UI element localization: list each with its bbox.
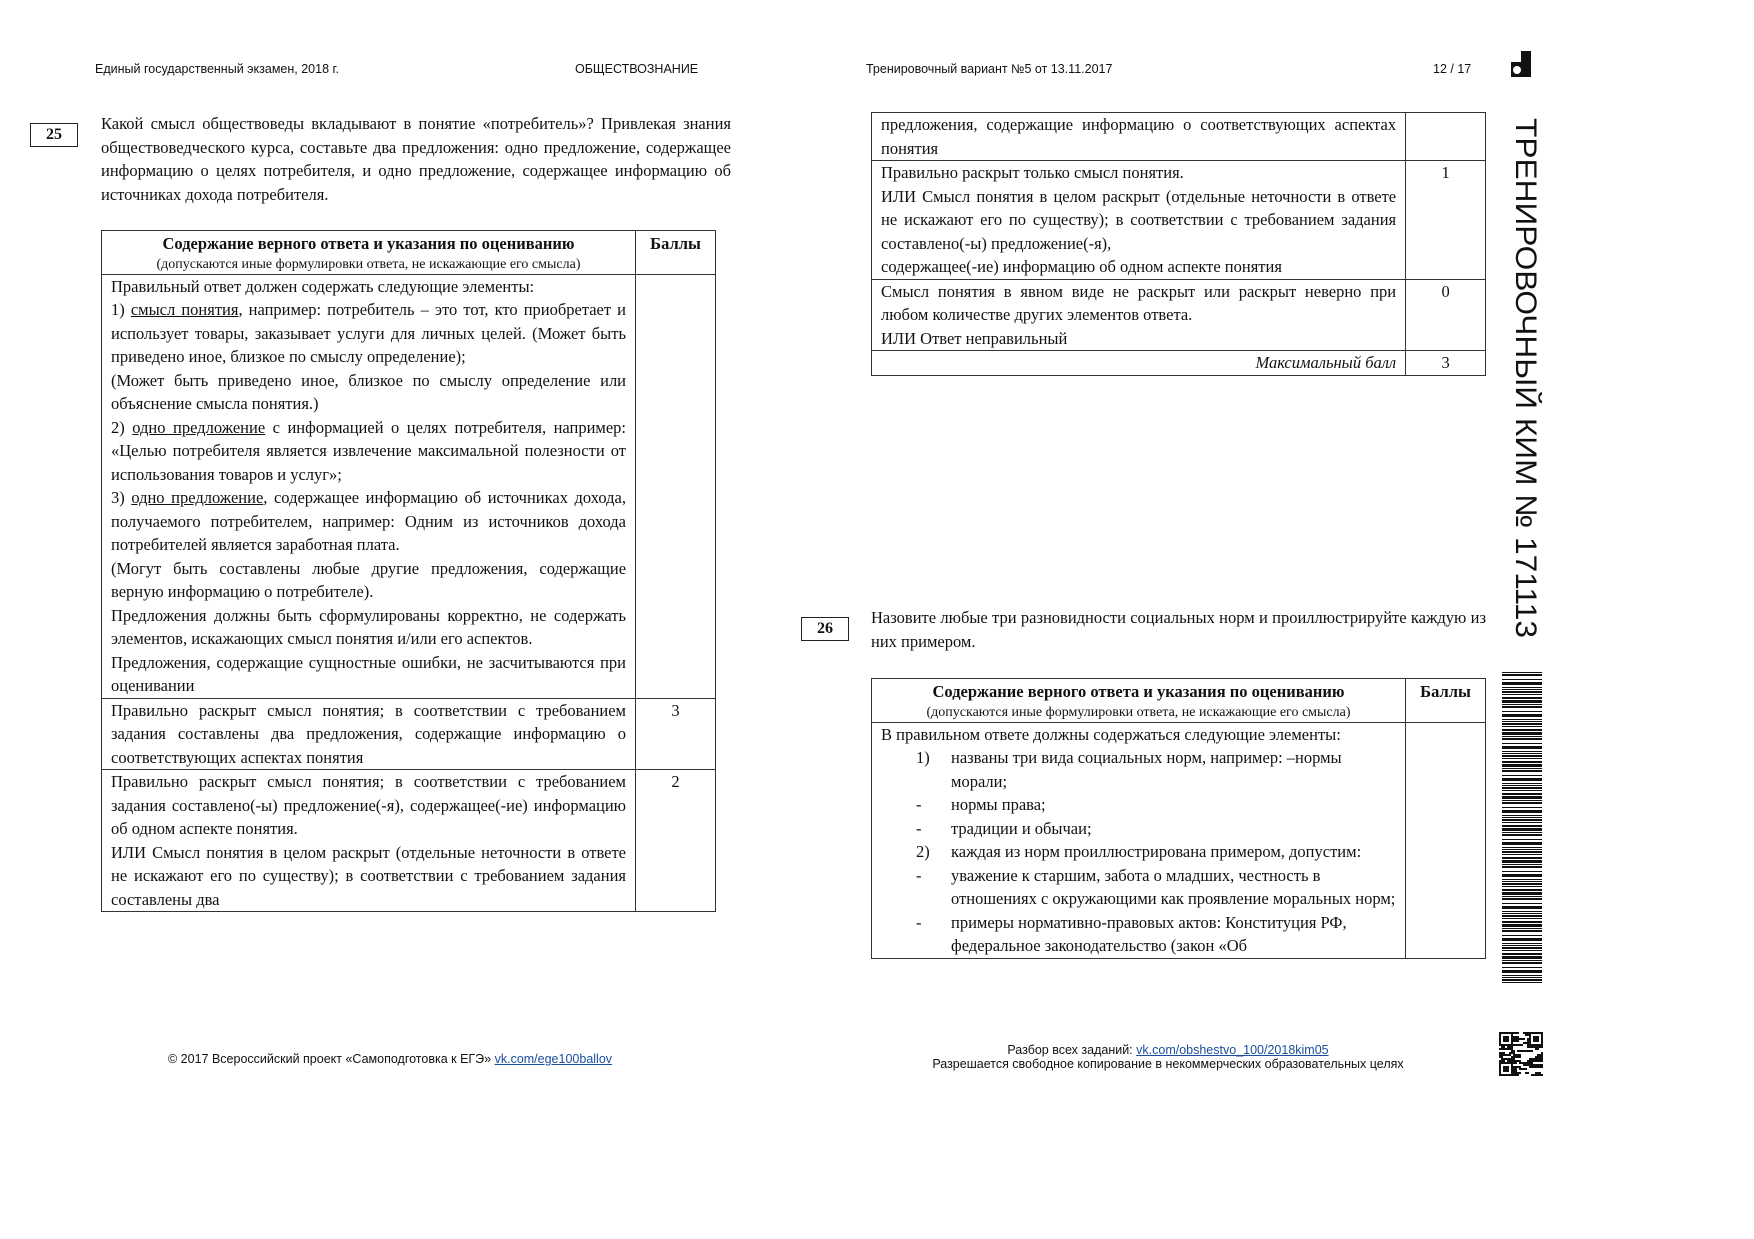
- footer-license: Разрешается свободное копирование в некоммерческих образовательных целях: [932, 1057, 1404, 1071]
- footer-right: [0, 1043, 1568, 1071]
- element-3-num: 3): [111, 488, 132, 507]
- criterion-1-b: ИЛИ Смысл понятия в целом раскрыт (отдельные неточности в ответе не искажают его по существу); в соответствии с требованием задания составлено(-ы) предложение(-я),: [881, 186, 1397, 253]
- element-3-text: , содержащее информацию об источниках дохода, получаемого потребителем, например: Одним из источников дохода потребителей является заработная плата.: [111, 488, 627, 554]
- header-sub: (допускаются иные формулировки ответа, не искажающие его смысла): [926, 704, 1351, 720]
- criterion-2-continued: предложения, содержащие информацию о соответствующих аспектах понятия: [872, 113, 1406, 161]
- content-intro: Правильный ответ должен содержать следующие элементы:: [111, 276, 535, 296]
- list-item: [916, 817, 1396, 841]
- list-item: [916, 793, 1396, 817]
- footer-analysis-prefix: Разбор всех заданий:: [1007, 1043, 1137, 1057]
- footer-right-link[interactable]: vk.com/obshestvo_100/2018kim05: [1136, 1043, 1329, 1057]
- header-main: Содержание верного ответа и указания по оцениванию: [932, 682, 1345, 701]
- criterion-1-a: Правильно раскрыт только смысл понятия.: [881, 163, 1184, 182]
- list-item: [916, 746, 1396, 793]
- note-2: Предложения должны быть сформулированы корректно, не содержать элементов, искажающих смысл понятия и/или его аспектов.: [111, 605, 627, 648]
- task-26-question: Назовите любые три разновидности социальных норм и проиллюстрируйте каждую из них примером.: [871, 608, 1486, 651]
- header-points: Баллы: [1406, 679, 1486, 723]
- content-intro: В правильном ответе должны содержаться следующие элементы:: [881, 724, 1341, 744]
- element-3: [111, 486, 626, 557]
- table-header-content: [102, 231, 636, 275]
- answer-content: [102, 274, 636, 698]
- table-row: [102, 770, 716, 912]
- points-1: 1: [1406, 161, 1486, 280]
- answer-content: [872, 722, 1406, 958]
- table-header-row: [872, 679, 1486, 723]
- max-score-label: Максимальный балл: [872, 351, 1406, 376]
- criterion-1: [872, 161, 1406, 280]
- note-3: Предложения, содержащие сущностные ошибки, не засчитываются при оценивании: [111, 652, 627, 695]
- table-header-row: [102, 231, 716, 275]
- list-item: [916, 864, 1396, 911]
- points-0: 0: [1406, 279, 1486, 351]
- list-text: примеры нормативно-правовых актов: Конституция РФ, федеральное законодательство (закон «Об: [951, 912, 1347, 955]
- points-empty: [636, 274, 716, 698]
- element-2-text: с информацией о целях потребителя, например: «Целью потребителя является извлечение максимальной полезности от использования товаров и услуг»;: [111, 417, 627, 484]
- list-marker: -: [916, 795, 922, 814]
- element-2: [111, 416, 626, 487]
- criterion-1-c: содержащее(-ие) информацию об одном аспекте понятия: [881, 257, 1282, 276]
- element-1-key: смысл понятия: [130, 300, 239, 319]
- task-25-scoring-table: [101, 230, 716, 912]
- list-item: [916, 911, 1396, 958]
- subject-title: ОБЩЕСТВОЗНАНИЕ: [575, 62, 699, 76]
- criterion-2-b: ИЛИ Смысл понятия в целом раскрыт (отдельные неточности в ответе не искажают его по существу); в соответствии с требованием задания составлены два: [111, 842, 627, 909]
- table-row: [872, 161, 1486, 280]
- criterion-3: Правильно раскрыт смысл понятия; в соответствии с требованием задания составлены два предложения, содержащие информацию о соответствующих аспектах понятия: [102, 698, 636, 770]
- element-1-text: , например: потребитель – это тот, кто приобретает и использует товары, заказывает услуги для личных целей. (Может быть приведено иное, близкое по смыслу определение);: [111, 300, 627, 366]
- criterion-0-a: Смысл понятия в явном виде не раскрыт или раскрыт неверно при любом количестве других элементов ответа.: [881, 281, 1397, 324]
- vertical-kim-title-text: ТРЕНИРОВОЧНЫЙ КИМ № 171113: [1509, 118, 1542, 611]
- answer-list: [881, 746, 1396, 958]
- list-marker: -: [916, 818, 922, 838]
- max-score-value: 3: [1406, 351, 1486, 376]
- element-1: [111, 298, 626, 369]
- list-marker: 1): [916, 748, 930, 767]
- vertical-kim-title: [1508, 118, 1542, 638]
- list-text: каждая из норм проиллюстрирована примером, допустим:: [951, 842, 1362, 861]
- table-header-content: [872, 679, 1406, 723]
- header-sub: (допускаются иные формулировки ответа, не искажающие его смысла): [156, 256, 581, 272]
- table-row: [872, 279, 1486, 351]
- points-2: 2: [636, 770, 716, 912]
- table-row: [102, 274, 716, 698]
- task-26-number: 26: [801, 617, 849, 641]
- table-row: [872, 113, 1486, 161]
- element-1-num: 1): [111, 300, 131, 319]
- footer-right-block: [868, 1043, 1468, 1071]
- element-3-key: одно предложение: [131, 488, 264, 507]
- variant-title: Тренировочный вариант №5 от 13.11.2017: [866, 62, 1113, 76]
- barcode-icon: [1502, 672, 1542, 984]
- task-26-scoring-table: [871, 678, 1486, 959]
- footer-analysis-line: [868, 1043, 1468, 1057]
- list-marker: 2): [916, 842, 930, 861]
- list-text: традиции и обычаи;: [951, 818, 1092, 838]
- header-points: Баллы: [636, 231, 716, 275]
- list-marker: -: [916, 912, 922, 932]
- element-2-num: 2): [111, 417, 133, 437]
- table-row: [872, 722, 1486, 958]
- list-text: уважение к старшим, забота о младших, честность в отношениях с окружающими как проявление моральных норм;: [951, 865, 1396, 908]
- task-25-scoring-table-continued: [871, 112, 1486, 376]
- table-row: [872, 351, 1486, 376]
- table-row: [102, 698, 716, 770]
- element-1-note: (Может быть приведено иное, близкое по смыслу определение или объяснение смысла понятия.): [111, 370, 627, 413]
- page-number: 12 / 17: [1433, 62, 1472, 76]
- points-empty: [1406, 113, 1486, 161]
- header-main: Содержание верного ответа и указания по оцениванию: [162, 234, 575, 253]
- list-text: нормы права;: [951, 795, 1046, 814]
- criterion-2-a: Правильно раскрыт смысл понятия; в соответствии с требованием задания составлено(-ы) предложение(-я), содержащее(-ие) информацию об одном аспекте понятия.: [111, 772, 627, 838]
- exam-title: Единый государственный экзамен, 2018 г.: [95, 62, 340, 76]
- note-1: (Могут быть составлены любые другие предложения, содержащие верную информацию о потребителе).: [111, 558, 627, 601]
- list-item: [916, 840, 1396, 864]
- list-marker: -: [916, 865, 922, 885]
- list-text: названы три вида социальных норм, например: –нормы морали;: [951, 748, 1342, 791]
- points-empty: [1406, 722, 1486, 958]
- criterion-0: [872, 279, 1406, 351]
- criterion-2: [102, 770, 636, 912]
- element-2-key: одно предложение: [132, 417, 266, 437]
- points-3: 3: [636, 698, 716, 770]
- criterion-0-b: ИЛИ Ответ неправильный: [881, 328, 1068, 348]
- footer-copyright: © 2017 Всероссийский проект «Самоподготовка к ЕГЭ»: [168, 1052, 495, 1066]
- task-25-number: 25: [30, 123, 78, 147]
- task-25-question: Какой смысл обществоведы вкладывают в понятие «потребитель»? Привлекая знания обществоведческого курса, составьте два предложения: одно предложение, содержащее информацию о целях потребителя, и одно предложение, содержащее информацию об источниках дохода потребителя.: [101, 114, 731, 204]
- footer-left-link[interactable]: vk.com/ege100ballov: [494, 1052, 613, 1066]
- ege-logo-icon: [1510, 50, 1532, 78]
